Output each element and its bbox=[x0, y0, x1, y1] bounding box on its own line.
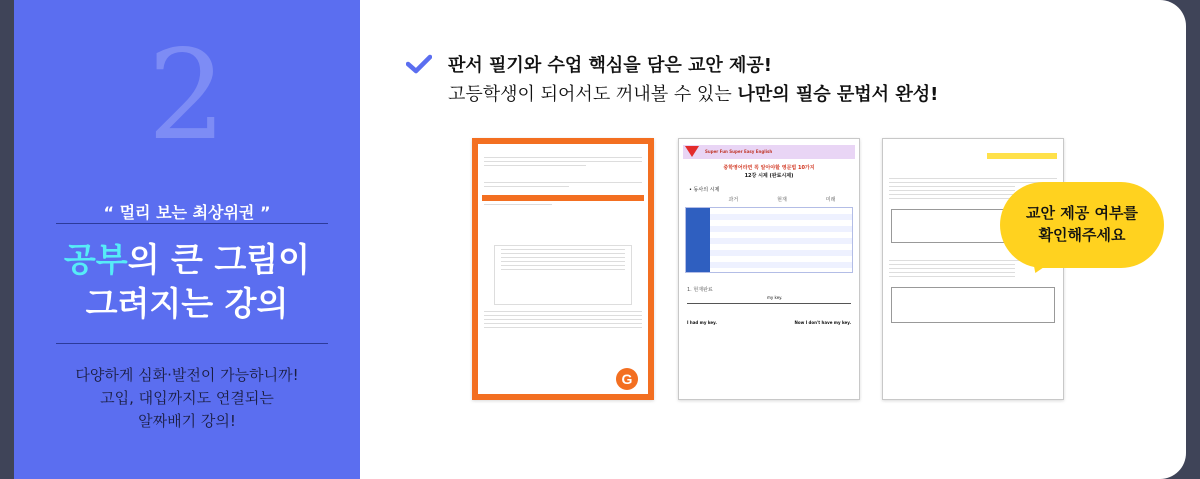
bubble-line: 교안 제공 여부를 bbox=[1026, 204, 1138, 222]
headline bbox=[14, 238, 360, 326]
example-present: Now I don't have my key. bbox=[794, 320, 851, 325]
description bbox=[14, 364, 360, 433]
check-icon bbox=[406, 54, 432, 74]
feature-panel bbox=[14, 0, 360, 479]
tense-columns bbox=[709, 197, 855, 203]
desc-line: 알짜배기 강의! bbox=[138, 412, 236, 430]
logo-icon: G bbox=[616, 368, 638, 390]
col-past: 과거 bbox=[728, 197, 739, 203]
divider bbox=[56, 343, 328, 344]
feature-subtitle bbox=[448, 80, 938, 106]
handout-thumbnail-2: Super Fun Super Easy English 중학영어라면 꼭 알아야할 영문법 10가지 12강 시제 (완료시제) • 동사의 시제 과거 현재 미래 1. 현재완료 my key. I had my key. Now I don't have my key. bbox=[678, 138, 860, 400]
headline-line2: 그려지는 강의 bbox=[85, 284, 289, 323]
col-present: 현재 bbox=[777, 197, 787, 203]
desc-line: 다양하게 심화·발전이 가능하니까! bbox=[75, 366, 299, 384]
bubble-line: 확인해주세요 bbox=[1038, 226, 1126, 244]
tense-table bbox=[685, 207, 853, 273]
divider bbox=[56, 223, 328, 224]
feature-title: 판서 필기와 수업 핵심을 담은 교안 제공! bbox=[448, 55, 773, 76]
feature-card bbox=[14, 0, 1186, 479]
example-past: I had my key. bbox=[687, 320, 717, 325]
col-future: 미래 bbox=[825, 197, 836, 203]
subtitle-bold: 나만의 필승 문법서 완성! bbox=[737, 84, 939, 105]
handout-thumbnail-1 bbox=[472, 138, 654, 400]
superman-logo-icon bbox=[685, 146, 699, 157]
doc-section: • 동사의 시제 bbox=[689, 187, 720, 193]
desc-line: 고입, 대입까지도 연결되는 bbox=[100, 389, 274, 407]
doc-subtitle: 12강 시제 (완료시제) bbox=[744, 173, 794, 179]
timeline-diagram bbox=[687, 295, 851, 304]
subtitle-plain: 고등학생이 되어서도 꺼내볼 수 있는 bbox=[448, 84, 738, 105]
quote-text: “ 멀리 보는 최상위권 ” bbox=[103, 203, 271, 222]
feature-number: 2 bbox=[147, 24, 227, 168]
diagram-label: my key. bbox=[767, 295, 783, 300]
doc-banner bbox=[683, 145, 855, 159]
headline-rest: 의 큰 그림이 bbox=[127, 240, 311, 279]
doc-title: 중학영어라면 꼭 알아야할 영문법 10가지 bbox=[723, 165, 815, 171]
headline-accent: 공부 bbox=[63, 240, 128, 279]
banner-text: Super Fun Super Easy English bbox=[705, 149, 773, 154]
notice-bubble bbox=[1000, 182, 1164, 268]
